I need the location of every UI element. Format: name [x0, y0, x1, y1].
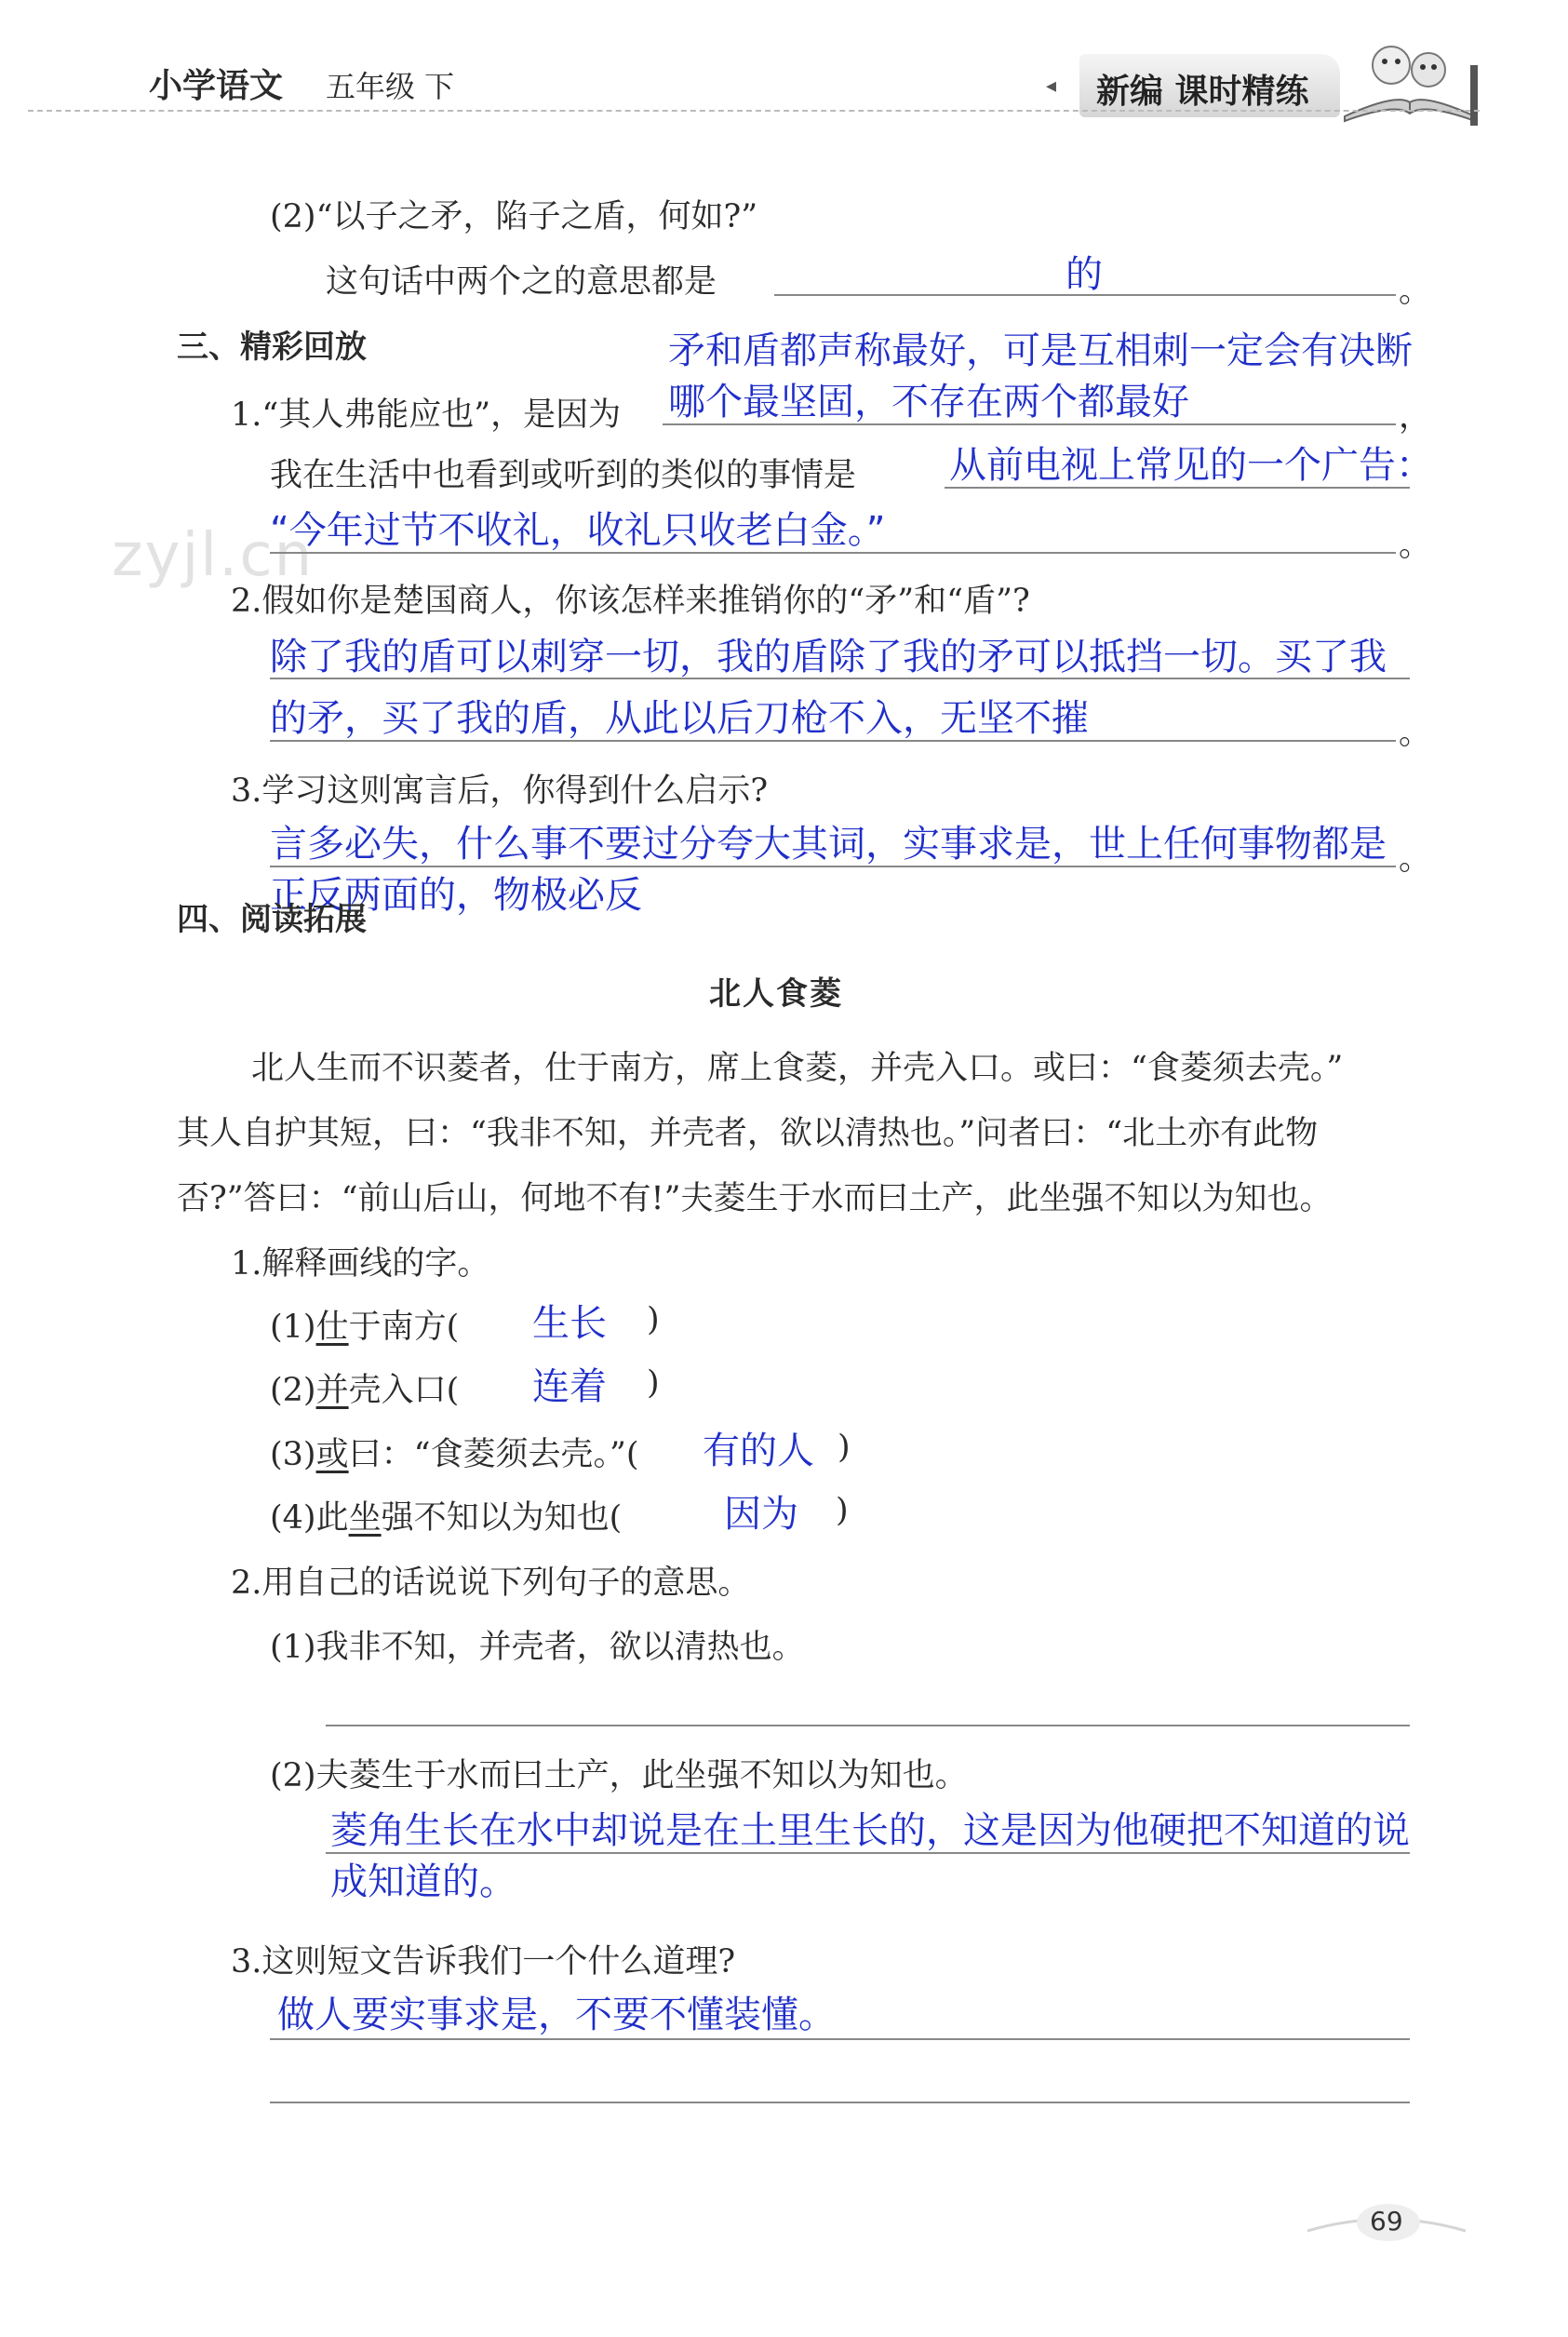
item-post: 强不知以为知也(: [381, 1499, 623, 1537]
s3-q3-answer-line1: 言多必失，什么事不要过分夸大其词，实事求是，世上任何事物都是: [270, 823, 1387, 866]
s4-q1-item-1: [270, 1301, 459, 1348]
s4-q1-answer-3: 有的人: [703, 1430, 814, 1472]
header-brand: 新编 课时精练: [1096, 73, 1309, 111]
s4-q1-item-2: [270, 1364, 459, 1411]
header-pointer-icon: ◂: [1046, 74, 1057, 98]
s3-q2-line2: [270, 740, 1396, 742]
s3-q1-answer2-line1: 从前电视上常见的一个广告：: [949, 444, 1433, 487]
header-grade: 五年级 下: [326, 69, 455, 104]
passage-title: 北人食菱: [709, 975, 843, 1013]
passage-line-3: 否?”答曰：“前山后山，何地不有!”夫菱生于水而曰土产，此坐强不知以为知也。: [177, 1180, 1333, 1217]
section4-title: 四、阅读拓展: [177, 901, 367, 938]
s4-q2-sub2: (2)夫菱生于水而曰土产，此坐强不知以为知也。: [270, 1757, 968, 1794]
s4-q2-answer-line1: 菱角生长在水中却说是在土里生长的，这是因为他硬把不知道的说: [330, 1809, 1410, 1852]
s3-q1-answer-line1: 矛和盾都声称最好，可是互相刺一定会有决断: [668, 329, 1413, 372]
s4-q1-close-2: ): [647, 1364, 660, 1402]
item-pre: (1): [270, 1309, 316, 1346]
s3-q1-comma: ，: [1399, 398, 1432, 436]
q2-2-answer: 的: [1065, 253, 1103, 296]
s3-q2-end: 。: [1399, 715, 1432, 752]
s4-q3-prompt: 3.这则短文告诉我们一个什么道理?: [231, 1943, 736, 1981]
s3-q3-end: 。: [1399, 840, 1432, 878]
header-brand-tab: [1079, 54, 1340, 117]
s4-q2-sub1: (1)我非不知，并壳者，欲以清热也。: [270, 1629, 805, 1666]
passage-line-1: 北人生而不识菱者，仕于南方，席上食菱，并壳入口。或曰：“食菱须去壳。”: [251, 1050, 1344, 1087]
s3-q2-prompt: 2.假如你是楚国商人，你该怎样来推销你的“矛”和“盾”?: [231, 583, 1030, 620]
item-underlined: 仕: [315, 1309, 349, 1346]
s3-q2-line1: [270, 678, 1410, 679]
s3-q1-end: 。: [1399, 527, 1432, 564]
item-pre: (4)此: [270, 1499, 349, 1537]
s4-q2-prompt: 2.用自己的话说说下列句子的意思。: [231, 1565, 751, 1602]
s4-q1-close-3: ): [838, 1429, 851, 1466]
s4-q2-sub1-line: [326, 1725, 1410, 1726]
s4-q1-answer-1: 生长: [532, 1302, 607, 1345]
item-post: 曰：“食菱须去壳。”(: [348, 1436, 639, 1473]
s4-q1-item-3: [270, 1429, 639, 1475]
section3-title: 三、精彩回放: [177, 329, 367, 366]
q2-2-prompt: (2)“以子之矛，陷子之盾，何如?”: [270, 198, 758, 235]
item-post: 于南方(: [348, 1309, 460, 1346]
q2-2-line-text: 这句话中两个之的意思都是: [326, 263, 717, 301]
item-underlined: 或: [315, 1436, 349, 1473]
s3-q2-answer-line1: 除了我的盾可以刺穿一切，我的盾除了我的矛可以抵挡一切。买了我: [270, 636, 1387, 678]
s3-q1-answer-line2: 哪个最坚固，不存在两个都最好: [668, 381, 1189, 423]
s3-q2-answer-line2: 的矛，买了我的盾，从此以后刀枪不入，无坚不摧: [270, 697, 1089, 740]
book-icon: [1340, 28, 1480, 130]
s4-q2-answer-line2: 成知道的。: [330, 1860, 516, 1903]
s3-q1-line3: [270, 552, 1396, 554]
s4-q1-answer-4: 因为: [724, 1493, 798, 1536]
s3-q1-line1: [663, 423, 1396, 425]
s3-q3-answer-line2: 正反两面的，物极必反: [270, 874, 642, 917]
s4-q1-close-4: ): [836, 1492, 849, 1529]
item-pre: (2): [270, 1372, 316, 1409]
s3-q3-prompt: 3.学习这则寓言后，你得到什么启示?: [231, 772, 769, 810]
s3-q1-line2: [945, 487, 1410, 489]
passage-line-2: 其人自护其短，曰：“我非不知，并壳者，欲以清热也。”问者曰：“北土亦有此物: [177, 1115, 1319, 1152]
s4-q1-answer-2: 连着: [532, 1365, 607, 1408]
item-underlined: 坐: [348, 1499, 382, 1537]
item-underlined: 并: [315, 1372, 349, 1409]
s4-q1-item-4: [270, 1492, 622, 1538]
s4-q1-close-1: ): [647, 1301, 660, 1338]
page-number: 69: [1370, 2206, 1403, 2236]
s4-q3-answer: 做人要实事求是，不要不懂装懂。: [277, 1994, 836, 2036]
s4-q1-prompt: 1.解释画线的字。: [231, 1245, 490, 1283]
header-divider: [28, 110, 1480, 112]
q2-2-end: 。: [1399, 273, 1432, 310]
s3-q1-prompt: 1.“其人弗能应也”，是因为: [231, 396, 622, 434]
s3-q1-prompt2: 我在生活中也看到或听到的类似的事情是: [270, 457, 857, 494]
s4-q3-line1: [270, 2038, 1410, 2040]
item-pre: (3): [270, 1436, 316, 1473]
watermark: zyjl.cn: [112, 521, 315, 590]
s3-q1-answer2-line2: “今年过节不收礼，收礼只收老白金。”: [270, 509, 886, 552]
item-post: 壳入口(: [348, 1372, 460, 1409]
s4-q3-line2: [270, 2102, 1410, 2103]
header-subject: 小学语文: [149, 67, 284, 105]
